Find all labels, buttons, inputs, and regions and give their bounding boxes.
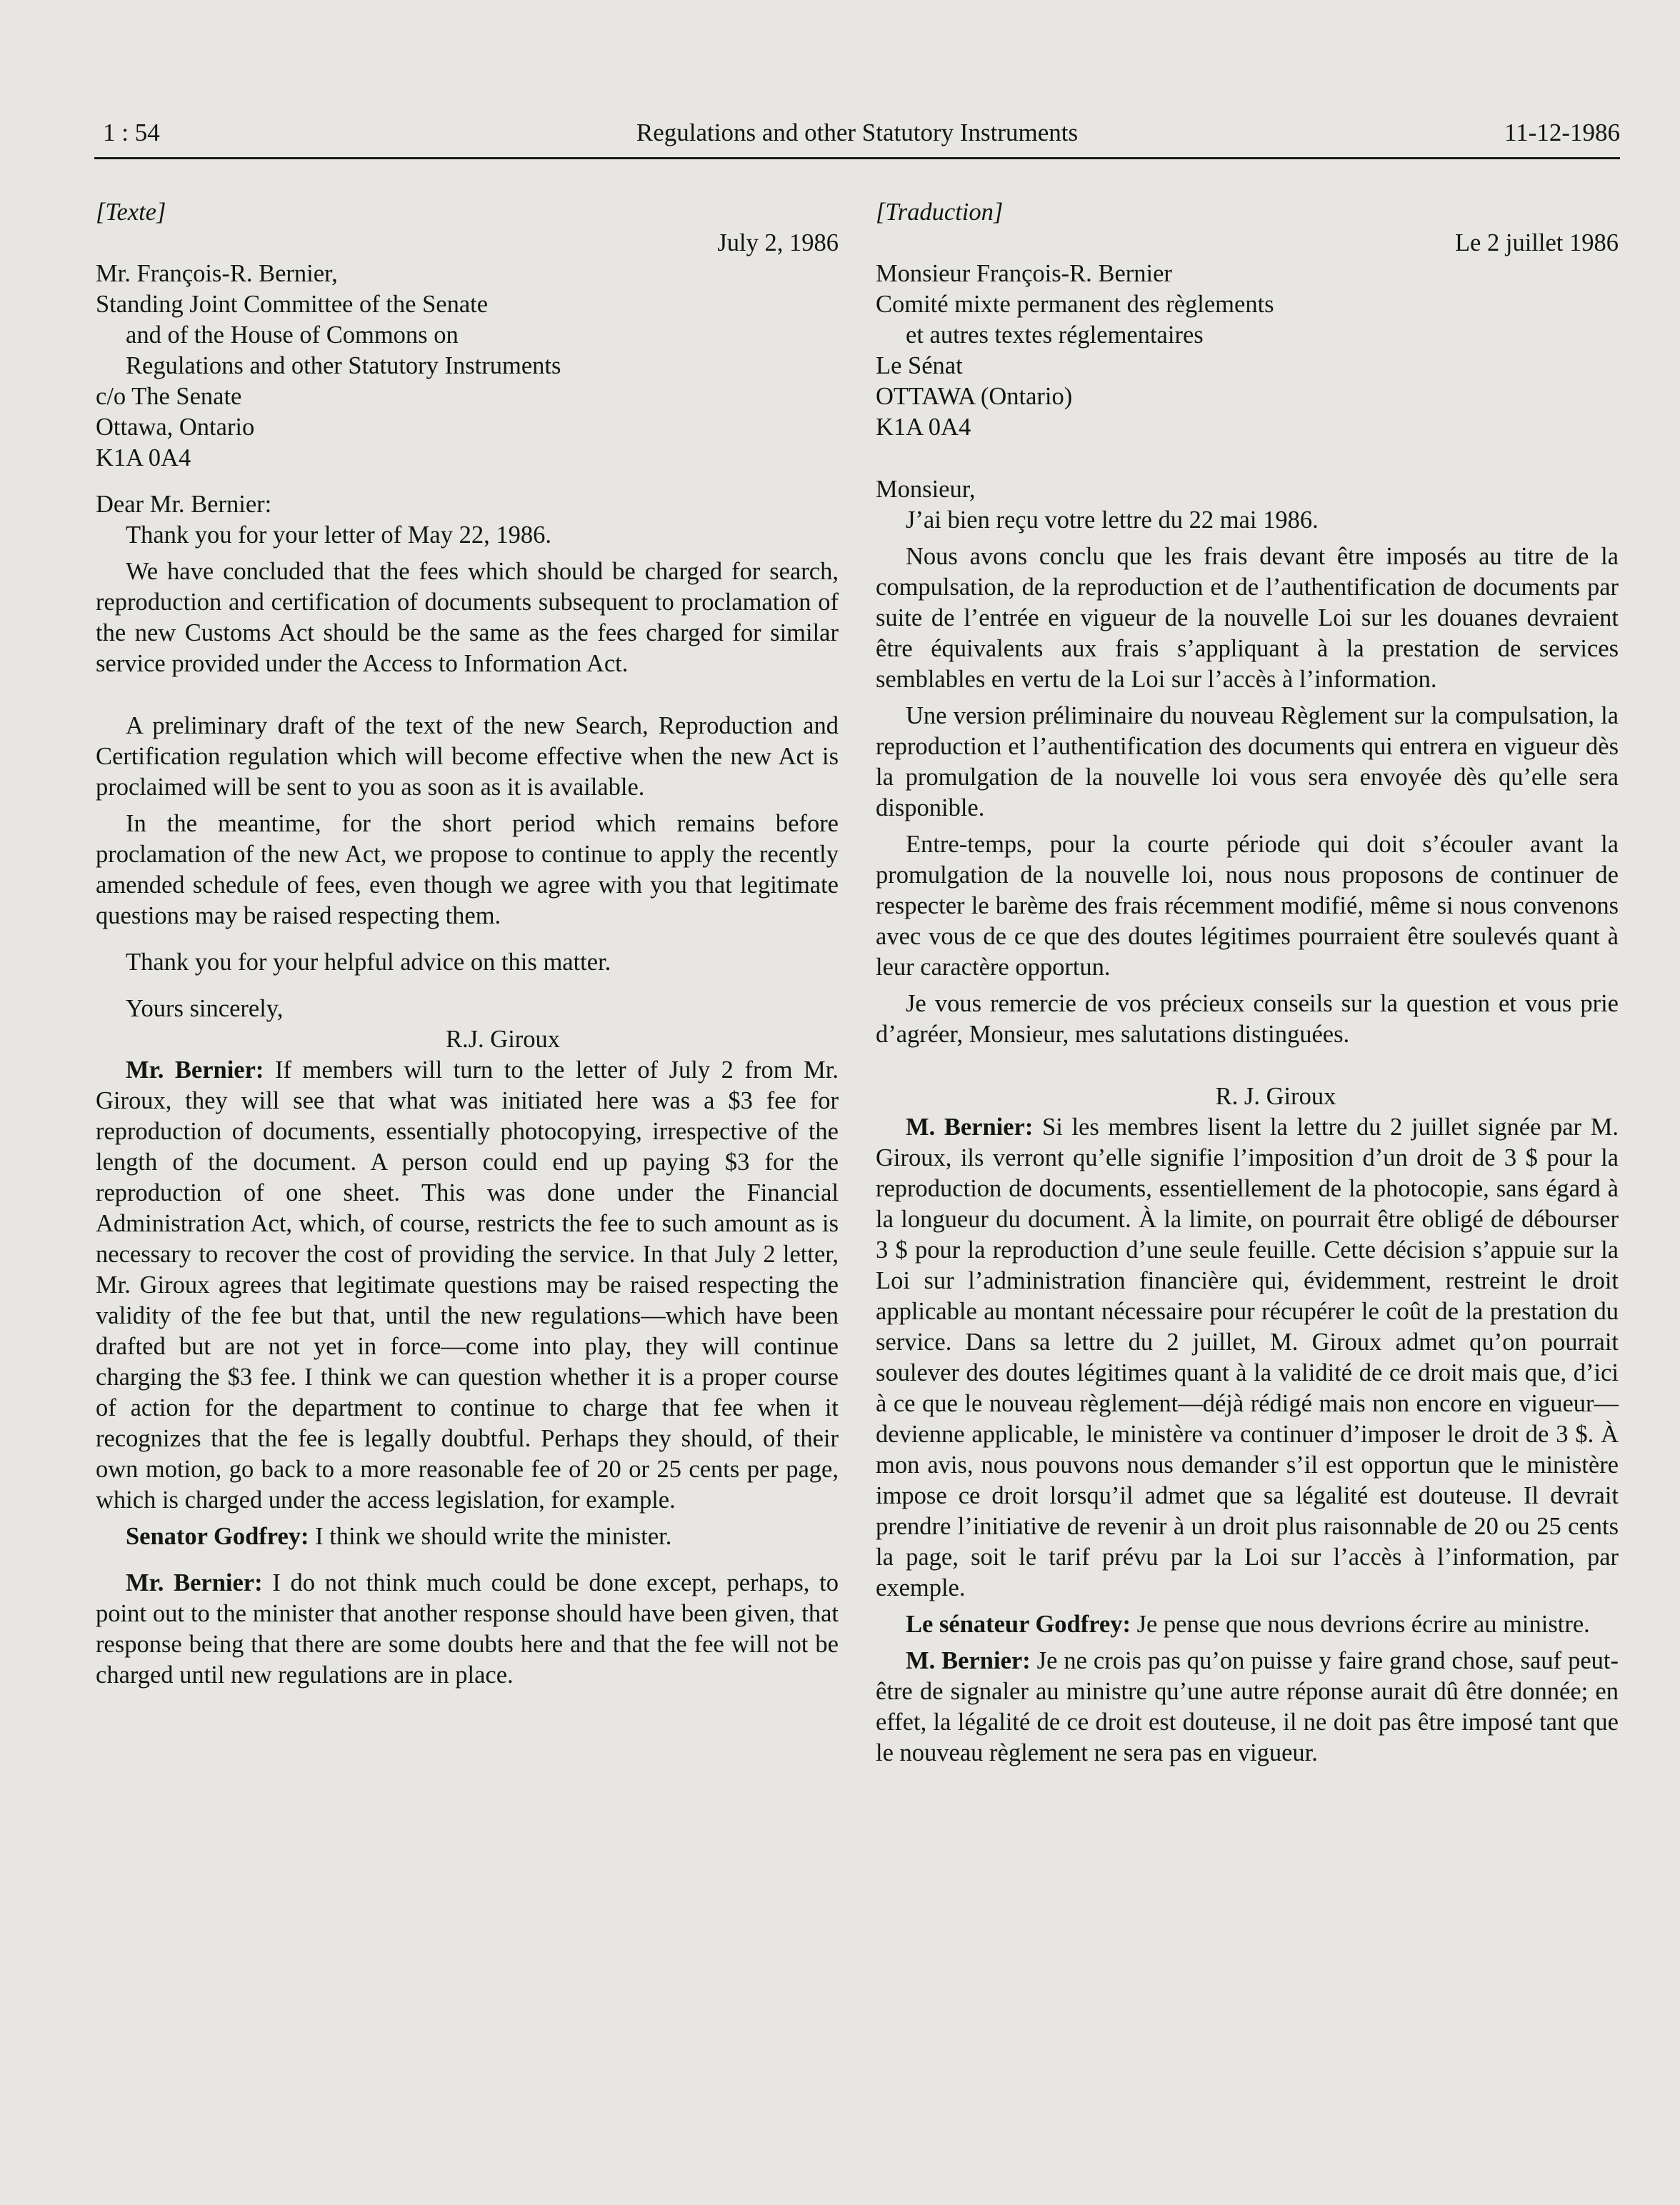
- header-title: Regulations and other Statutory Instruments: [636, 119, 1079, 146]
- salutation: Dear Mr. Bernier:: [96, 491, 272, 518]
- speaker-name: M. Bernier:: [906, 1647, 1031, 1674]
- letter-paragraph: Entre-temps, pour la courte période qui doit s’écouler avant la promulgation de la nouvelle loi, nous nous proposons de continuer de respecter le barème des frais récemment modifié, même si nous convenons avec vous de ce que des doutes légitimes pourraient être soulevés quant à leur caractère opportun.: [876, 831, 1619, 981]
- letter-paragraph: Je vous remercie de vos précieux conseils sur la question et vous prie d’agréer, Monsieur, mes salutations distinguées.: [876, 990, 1619, 1048]
- speech-text: Je ne crois pas qu’on puisse y faire grand chose, sauf peut-être de signaler au ministre qu’une autre réponse aurait dû être donnée; en effet, la légalité de ce droit est douteuse, il ne doit pas être imposé tant que le nouveau règlement ne sera pas en vigueur.: [876, 1647, 1619, 1766]
- speech-text: Si les membres lisent la lettre du 2 juillet signée par M. Giroux, ils verront qu’elle signifie l’imposition d’un droit de 3 $ pour la reproduction de documents, essentiellement de la photocopie, sans égard à la longueur du document. À la limite, on pourrait être obligé de débourser 3 $ pour la reproduction d’une seule feuille. Cette décision s’appuie sur la Loi sur l’administration financière qui, évidemment, restreint le droit applicable au montant nécessaire pour récupérer le coût de la prestation du service. Dans sa lettre du 2 juillet, M. Giroux admet qu’on pourrait soulever des doutes légitimes quant à la validité de ce droit mais que, d’ici à ce que le nouveau règlement—déjà rédigé mais non encore en vigueur—devienne applicable, le ministère va continuer d’imposer le droit de 3 $. À mon avis, nous pouvons nous demander s’il est opportun que le ministère impose ce droit lorsqu’il admet que sa légalité est douteuse. Il devrait prendre l’initiative de revenir à un droit plus raisonnable de 20 ou 25 cents la page, soit le tarif prévu par la Loi sur l’accès à l’information, par exemple.: [876, 1114, 1619, 1601]
- letter-paragraph: Nous avons conclu que les frais devant être imposés au titre de la compulsation, de la reproduction et de l’authentification de documents par suite de l’entrée en vigueur de la nouvelle Loi sur les douanes devraient être équivalents aux frais s’appliquant à la prestation de services semblables en vertu de la Loi sur l’accès à l’information.: [876, 543, 1619, 693]
- letter-paragraph: A preliminary draft of the text of the new Search, Reproduction and Certification regulation which will become effective when the new Act is proclaimed will be sent to you as soon as it is available.: [96, 712, 839, 801]
- transcript-paragraph: [876, 1646, 1619, 1769]
- page-number: 1 : 54: [103, 119, 160, 146]
- speaker-name: Senator Godfrey:: [126, 1523, 309, 1550]
- speech-text: I do not think much could be done except, perhaps, to point out to the minister that another response should have been given, that response being that there are some doubts here and that the fee will not be charged until new regulations are in place.: [96, 1569, 839, 1689]
- speech-text: If members will turn to the letter of July 2 from Mr. Giroux, they will see that what was initiated here was a $3 fee for reproduction of documents, essentially photocopying, irrespective of the length of the document. A person could end up paying $3 for the reproduction of one sheet. This was done under the Financial Administration Act, which, of course, restricts the fee to such amount as is necessary to recover the cost of providing the service. In that July 2 letter, Mr. Giroux agrees that legitimate questions may be raised respecting the validity of the fee but that, until the new regulations—which have been drafted but are not yet in force—come into play, they will continue charging the $3 fee. I think we can question whether it is a proper course of action for the department to continue to charge that fee when it recognizes that the fee is legally doubtful. Perhaps they should, of their own motion, go back to a more reasonable fee of 20 or 25 cents per page, which is charged under the access legislation, for example.: [96, 1056, 839, 1514]
- text-tag: [Traduction]: [876, 199, 1004, 226]
- speaker-name: Mr. Bernier:: [126, 1056, 264, 1084]
- address-line: Le Sénat: [876, 352, 963, 379]
- french-column: [876, 197, 1619, 1769]
- address-line: c/o The Senate: [96, 383, 242, 410]
- address-line: OTTAWA (Ontario): [876, 383, 1073, 410]
- transcript-paragraph: [876, 1112, 1619, 1604]
- transcript-paragraph: [96, 1055, 839, 1516]
- letter-paragraph: In the meantime, for the short period which remains before proclamation of the new Act, we propose to continue to apply the recently amended schedule of fees, even though we agree with you that legitimate questions may be raised respecting them.: [96, 810, 839, 929]
- address-line: K1A 0A4: [876, 414, 971, 441]
- signature: R. J. Giroux: [1215, 1083, 1336, 1110]
- speech-text: Je pense que nous devrions écrire au ministre.: [1130, 1611, 1590, 1638]
- header-date: 11-12-1986: [1504, 119, 1620, 146]
- address-line: Monsieur François-R. Bernier: [876, 260, 1172, 287]
- closing: Yours sincerely,: [126, 995, 284, 1022]
- speaker-name: Mr. Bernier:: [126, 1569, 263, 1596]
- transcript-paragraph: [96, 1521, 839, 1552]
- speaker-name: Le sénateur Godfrey:: [906, 1611, 1131, 1638]
- letter-paragraph: Une version préliminaire du nouveau Règlement sur la compulsation, la reproduction et l’authentification des documents qui entrera en vigueur dès la promulgation de la nouvelle loi vous sera envoyée dès qu’elle sera disponible.: [876, 702, 1619, 821]
- letter-paragraph: Thank you for your letter of May 22, 1986.: [126, 521, 551, 549]
- address-line: and of the House of Commons on: [126, 321, 459, 349]
- salutation: Monsieur,: [876, 476, 976, 503]
- address-line: Comité mixte permanent des règlements: [876, 291, 1274, 318]
- speaker-name: M. Bernier:: [906, 1114, 1034, 1141]
- running-header: [94, 119, 1620, 159]
- address-line: Mr. François-R. Bernier,: [96, 260, 338, 287]
- letter-paragraph: Thank you for your helpful advice on this matter.: [126, 949, 611, 976]
- address-line: K1A 0A4: [96, 444, 191, 471]
- speech-text: I think we should write the minister.: [309, 1523, 672, 1550]
- address-line: Standing Joint Committee of the Senate: [96, 291, 489, 318]
- letter-paragraph: We have concluded that the fees which should be charged for search, reproduction and certification of documents subsequent to proclamation of the new Customs Act should be the same as the fees charged for similar service provided under the Access to Information Act.: [96, 558, 839, 677]
- address-line: et autres textes réglementaires: [906, 321, 1204, 349]
- address-line: Ottawa, Ontario: [96, 414, 255, 441]
- header-rule: [94, 157, 1620, 159]
- letter-date: July 2, 1986: [717, 229, 839, 256]
- signature: R.J. Giroux: [446, 1026, 561, 1053]
- english-column: [96, 197, 839, 1691]
- letter-paragraph: J’ai bien reçu votre lettre du 22 mai 1986.: [906, 506, 1319, 534]
- letter-date: Le 2 juillet 1986: [1454, 229, 1619, 256]
- transcript-paragraph: [876, 1609, 1619, 1640]
- address-line: Regulations and other Statutory Instruments: [126, 352, 561, 379]
- text-tag: [Texte]: [96, 199, 166, 226]
- transcript-paragraph: [96, 1568, 839, 1691]
